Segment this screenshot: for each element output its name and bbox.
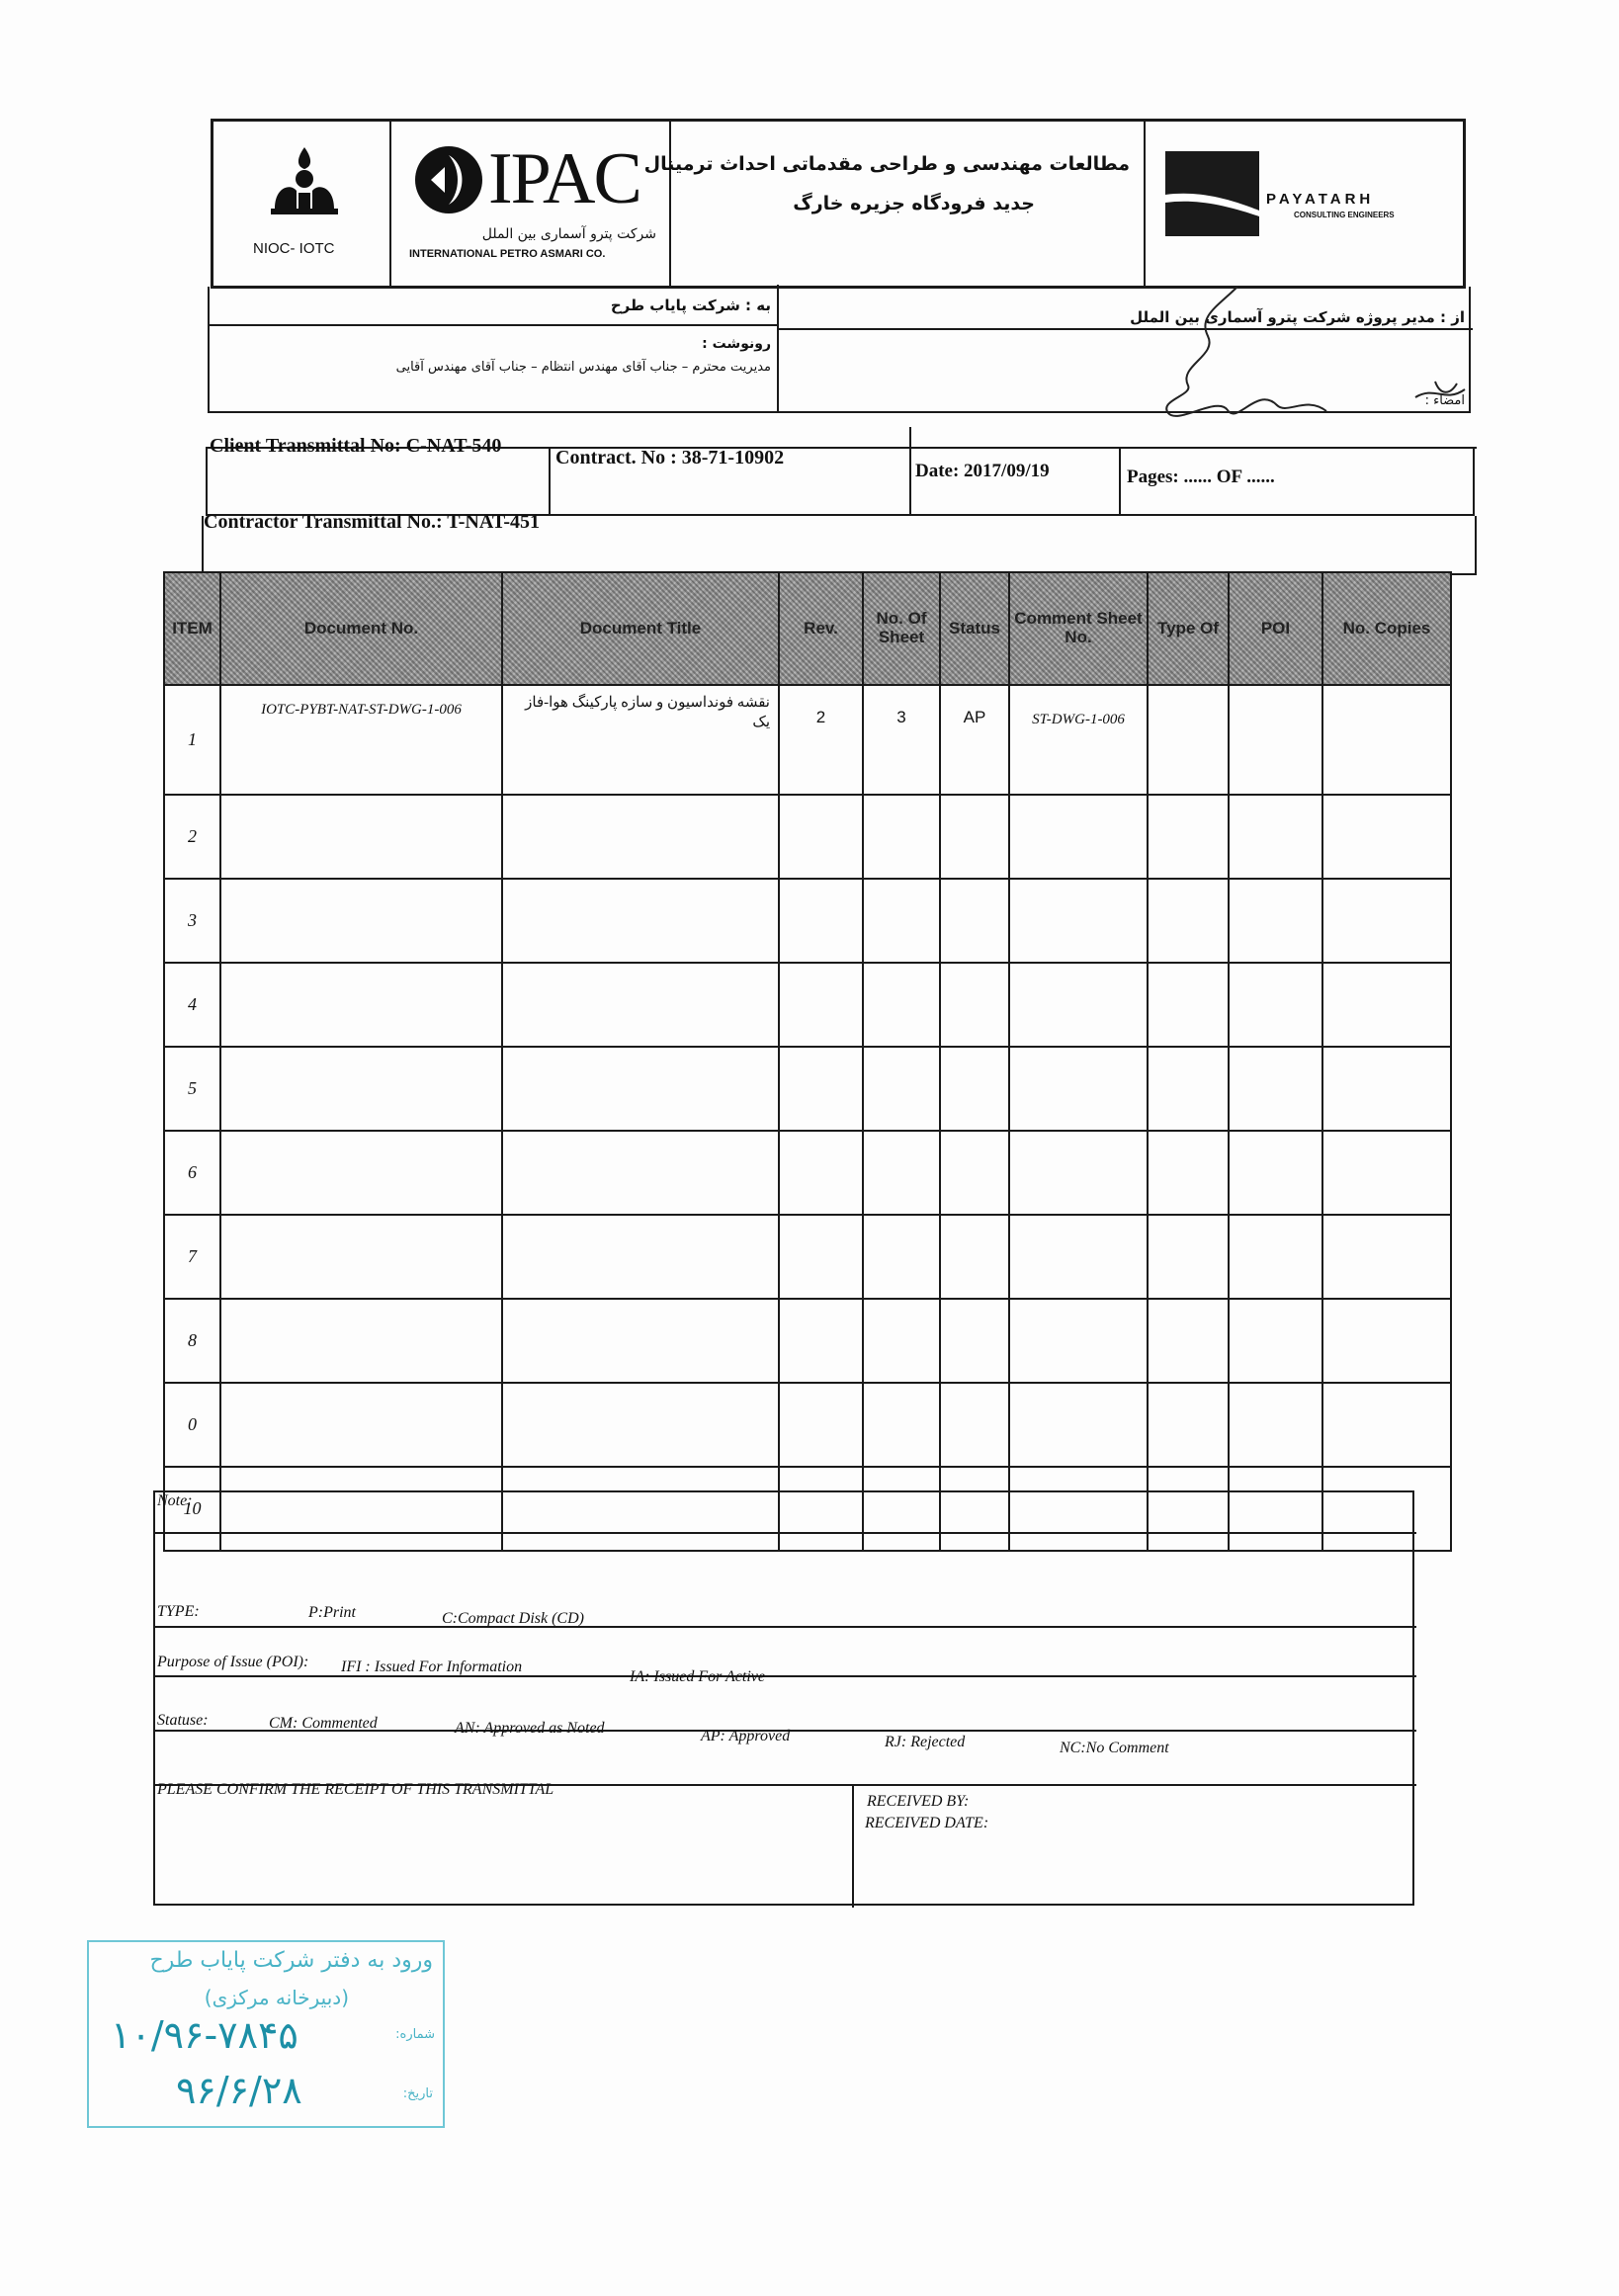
type-label: TYPE: <box>157 1603 200 1620</box>
legend-box <box>153 1490 1414 1906</box>
transmittal-row <box>206 435 1475 516</box>
status-approved-as-noted: AN: Approved as Noted <box>455 1720 605 1737</box>
table-row <box>164 1047 1451 1131</box>
stamp-number-value: ۱۰/۹۶-۷۸۴۵ <box>111 2013 298 2057</box>
row-item: 4 <box>164 963 220 1047</box>
row-poi <box>1229 685 1322 795</box>
col-no-of-sheet: No. Of Sheet <box>863 572 940 685</box>
stamp-line1: ورود به دفتر شرکت پایاب طرح <box>149 1948 433 1973</box>
table-row <box>164 1299 1451 1383</box>
table-header-row <box>164 572 1451 685</box>
confirm-receipt: PLEASE CONFIRM THE RECEIPT OF THIS TRANSMITTAL <box>157 1781 554 1798</box>
payatarh-logo-cell <box>1146 122 1469 286</box>
row-item: 6 <box>164 1131 220 1215</box>
nioc-logo-icon <box>265 139 344 218</box>
table-row <box>164 685 1451 795</box>
received-date: RECEIVED DATE: <box>865 1815 989 1831</box>
ipac-logo-cell <box>391 122 671 286</box>
status-commented: CM: Commented <box>269 1715 378 1732</box>
contract-no: Contract. No : 38-71-10902 <box>555 447 785 468</box>
project-title-line2: جدید فرودگاه جزیره خارگ <box>793 193 1035 214</box>
ipac-logo-icon <box>409 141 490 218</box>
col-document-title: Document Title <box>502 572 779 685</box>
status-approved: AP: Approved <box>701 1728 791 1744</box>
status-label: Statuse: <box>157 1712 209 1729</box>
table-row <box>164 1383 1451 1467</box>
ipac-logo-text: IPAC <box>488 138 640 219</box>
from-label: از : مدیر پروژه شرکت پترو آسماری بین الملل <box>1130 308 1465 326</box>
note-label: Note: <box>157 1492 193 1509</box>
payatarh-name: PAYATARH <box>1266 191 1375 208</box>
row-sheets: 3 <box>863 685 940 795</box>
payatarh-logo-icon <box>1165 151 1259 236</box>
addressing-section <box>208 287 1471 413</box>
row-item: 1 <box>164 685 220 795</box>
poi-label: Purpose of Issue (POI): <box>157 1654 309 1670</box>
table-row <box>164 963 1451 1047</box>
row-document-title: نقشه فونداسیون و سازه پارکینگ هوا-فاز یک <box>502 685 779 795</box>
cc-label: رونوشت : <box>702 336 771 352</box>
ipac-english-name: INTERNATIONAL PETRO ASMARI CO. <box>409 248 606 260</box>
stamp-number-label: شماره: <box>395 2027 435 2042</box>
row-item: 2 <box>164 795 220 879</box>
row-item: 5 <box>164 1047 220 1131</box>
col-rev: Rev. <box>779 572 863 685</box>
nioc-logo-cell <box>213 122 391 286</box>
transmittal-date: Date: 2017/09/19 <box>915 461 1050 481</box>
col-comment-sheet-no: Comment Sheet No. <box>1009 572 1148 685</box>
row-item: 10 <box>164 1467 220 1551</box>
col-no-copies: No. Copies <box>1322 572 1451 685</box>
contractor-row <box>202 511 1477 575</box>
type-cd: C:Compact Disk (CD) <box>442 1610 584 1627</box>
receipt-stamp <box>87 1940 445 2128</box>
pages-count: Pages: ...... OF ...... <box>1127 467 1275 487</box>
row-item: 3 <box>164 879 220 963</box>
poi-ia: IA: Issued For Active <box>630 1668 765 1685</box>
project-title-line1: مطالعات مهندسی و طراحی مقدماتی احداث ترمینال <box>643 153 1130 175</box>
cc-text: مدیریت محترم – جناب آقای مهندس انتظام – جناب آقای مهندس آقایی <box>395 360 771 375</box>
col-type: Type Of <box>1148 572 1229 685</box>
status-no-comment: NC:No Comment <box>1060 1740 1169 1756</box>
col-poi: POI <box>1229 572 1322 685</box>
payatarh-subtitle: CONSULTING ENGINEERS <box>1294 211 1395 219</box>
table-row <box>164 879 1451 963</box>
received-by: RECEIVED BY: <box>867 1793 970 1810</box>
stamp-line2: (دبیرخانه مرکزی) <box>204 1986 349 2009</box>
col-document-no: Document No. <box>220 572 502 685</box>
ipac-persian-name: شرکت پترو آسماری بین الملل <box>481 226 656 242</box>
row-rev: 2 <box>779 685 863 795</box>
type-print: P:Print <box>308 1604 356 1621</box>
table-row <box>164 795 1451 879</box>
row-document-no: IOTC-PYBT-NAT-ST-DWG-1-006 <box>220 685 502 795</box>
poi-ifi: IFI : Issued For Information <box>341 1658 523 1675</box>
row-item: 0 <box>164 1383 220 1467</box>
document-header <box>211 119 1466 289</box>
client-transmittal-no: Client Transmittal No: C-NAT-540 <box>210 435 502 457</box>
row-type <box>1148 685 1229 795</box>
nioc-label: NIOC- IOTC <box>253 240 335 257</box>
row-item: 7 <box>164 1215 220 1299</box>
table-row <box>164 1215 1451 1299</box>
row-comment-sheet-no: ST-DWG-1-006 <box>1009 685 1148 795</box>
col-status: Status <box>940 572 1009 685</box>
stamp-date-label: تاریخ: <box>402 2086 433 2101</box>
stamp-date-value: ۹۶/۶/۲۸ <box>176 2069 302 2112</box>
signature-label: امضاء : <box>1424 393 1465 408</box>
document-table <box>163 571 1452 1552</box>
to-label: به : شرکت پایاب طرح <box>610 297 771 314</box>
status-rejected: RJ: Rejected <box>885 1734 966 1750</box>
row-item: 8 <box>164 1299 220 1383</box>
project-title-cell <box>643 122 1146 286</box>
row-copies <box>1322 685 1451 795</box>
signature-scribble-icon <box>1139 287 1494 425</box>
table-row <box>164 1131 1451 1215</box>
row-status: AP <box>940 685 1009 795</box>
col-item: ITEM <box>164 572 220 685</box>
contractor-transmittal-no: Contractor Transmittal No.: T-NAT-451 <box>204 511 540 533</box>
